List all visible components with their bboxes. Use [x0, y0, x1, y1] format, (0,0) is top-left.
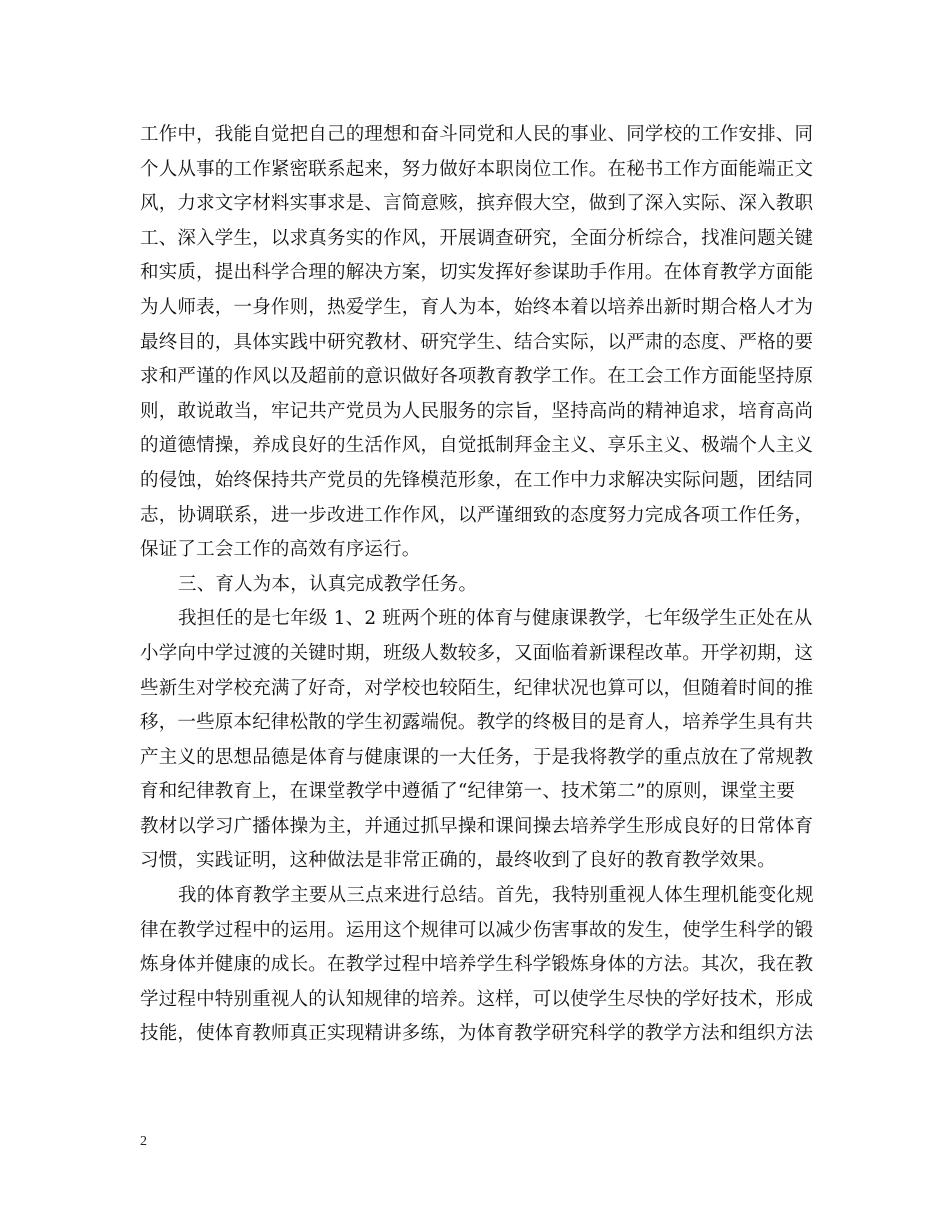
page-number: 2: [140, 1134, 147, 1149]
text-line: 产主义的思想品德是体育与健康课的一大任务，于是我将教学的重点放在了常规教: [140, 746, 814, 768]
text-line: 我担任的是七年级 1、2 班两个班的体育与健康课教学，七年级学生正处在从: [178, 608, 813, 630]
text-line: 技能，使体育教师真正实现精讲多练，为体育教学研究科学的教学方法和组织方法: [140, 1023, 814, 1045]
text-line: 学过程中特别重视人的认知规律的培养。这样，可以使学生尽快的学好技术，形成: [140, 988, 814, 1010]
text-line: 为人师表，一身作则，热爱学生，育人为本，始终本着以培养出新时期合格人才为: [140, 296, 814, 318]
text-line: 志，协调联系，进一步改进工作作风，以严谨细致的态度努力完成各项工作任务，: [140, 504, 814, 526]
text-line: 的道德情操，养成良好的生活作风，自觉抵制拜金主义、享乐主义、极端个人主义: [140, 435, 814, 457]
text-line: 小学向中学过渡的关键时期，班级人数较多，又面临着新课程改革。开学初期，这: [140, 642, 814, 664]
body-text: [140, 118, 812, 1052]
text-line: 则，敢说敢当，牢记共产党员为人民服务的宗旨，坚持高尚的精神追求，培育高尚: [140, 400, 814, 422]
text-line: 炼身体并健康的成长。在教学过程中培养学生科学锻炼身体的方法。其次，我在教: [140, 954, 814, 976]
text-line: 我的体育教学主要从三点来进行总结。首先，我特别重视人体生理机能变化规: [178, 885, 814, 907]
text-line: 育和纪律教育上，在课堂教学中遵循了“纪律第一、技术第二”的原则，课堂主要: [140, 781, 796, 803]
text-line: 工、深入学生，以求真务实的作风，开展调查研究，全面分析综合，找准问题关键: [140, 227, 814, 249]
text-line: 求和严谨的作风以及超前的意识做好各项教育教学工作。在工会工作方面能坚持原: [140, 366, 814, 388]
text-line: 保证了工会工作的高效有序运行。: [140, 539, 421, 561]
text-line: 律在教学过程中的运用。运用这个规律可以减少伤害事故的发生，使学生科学的锻: [140, 919, 814, 941]
text-line: 工作中，我能自觉把自己的理想和奋斗同党和人民的事业、同学校的工作安排、同: [140, 124, 814, 145]
text-line: 风，力求文字材料实事求是、言简意赅，摈弃假大空，做到了深入实际、深入教职: [140, 193, 814, 215]
text-line: 三、育人为本，认真完成教学任务。: [178, 573, 478, 595]
text-line: 和实质，提出科学合理的解决方案，切实发挥好参谋助手作用。在体育教学方面能: [140, 262, 814, 284]
text-line: 最终目的，具体实践中研究教材、研究学生、结合实际，以严肃的态度、严格的要: [140, 331, 814, 353]
text-line: 习惯，实践证明，这种做法是非常正确的，最终收到了良好的教育教学效果。: [140, 850, 776, 872]
text-line: 移，一些原本纪律松散的学生初露端倪。教学的终极目的是育人，培养学生具有共: [140, 712, 814, 734]
text-line: 的侵蚀，始终保持共产党员的先锋模范形象，在工作中力求解决实际问题，团结同: [140, 469, 814, 491]
text-line: 个人从事的工作紧密联系起来，努力做好本职岗位工作。在秘书工作方面能端正文: [140, 158, 814, 180]
text-line: 些新生对学校充满了好奇，对学校也较陌生，纪律状况也算可以，但随着时间的推: [140, 677, 814, 699]
text-line: 教材以学习广播体操为主，并通过抓早操和课间操去培养学生形成良好的日常体育: [140, 815, 814, 837]
